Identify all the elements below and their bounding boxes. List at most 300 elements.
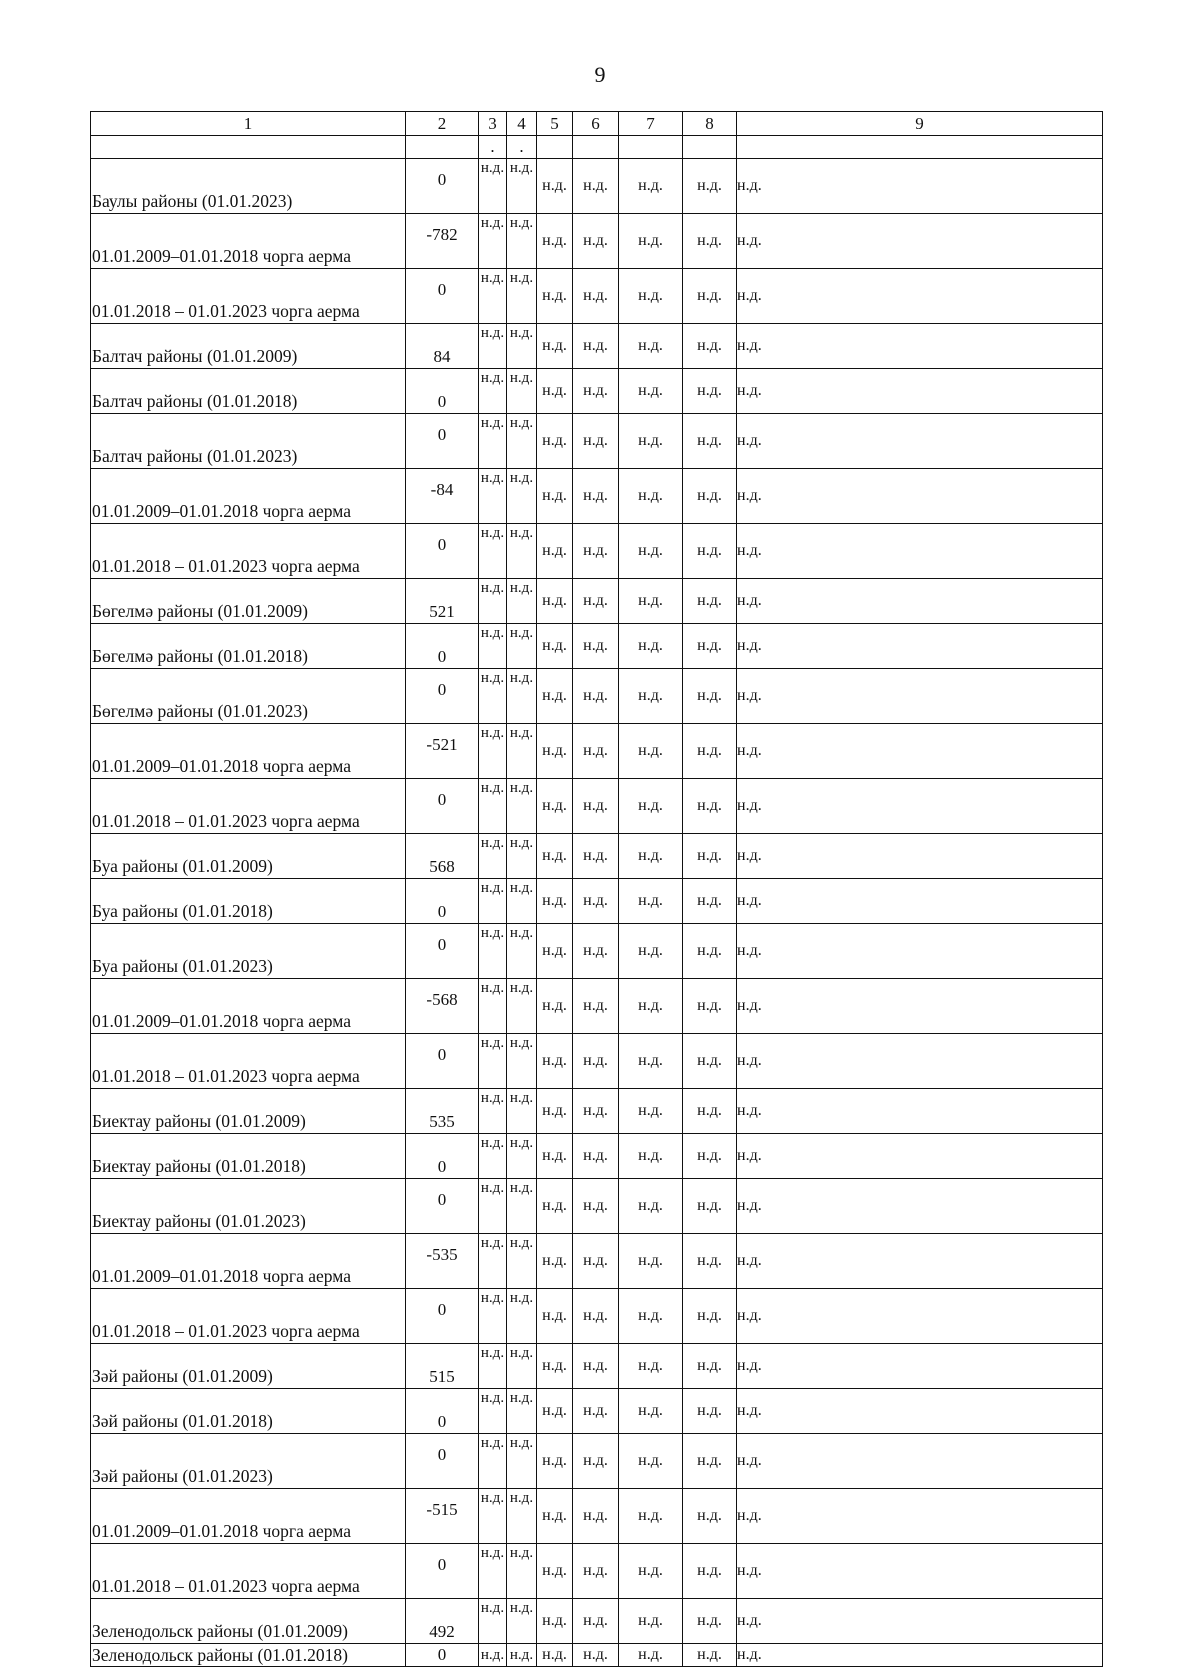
nd-cell bbox=[537, 414, 573, 469]
nd-cell-wide bbox=[737, 1179, 1103, 1234]
nd-cell-narrow bbox=[507, 1289, 537, 1344]
nd-cell-text: н.д. bbox=[638, 232, 663, 249]
nd-text: н.д. bbox=[480, 525, 505, 541]
nd-cell-wide bbox=[737, 159, 1103, 214]
nd-cell-narrow bbox=[479, 834, 507, 879]
nd-cell-text: н.д. bbox=[583, 1102, 608, 1119]
row-label-text: Биектау районы (01.01.2018) bbox=[92, 1156, 306, 1176]
row-value bbox=[406, 669, 479, 724]
row-label bbox=[91, 579, 406, 624]
table-row bbox=[91, 669, 1103, 724]
nd-cell bbox=[537, 214, 573, 269]
nd-cell-text: н.д. bbox=[583, 637, 608, 654]
nd-cell bbox=[683, 1544, 737, 1599]
nd-cell bbox=[573, 524, 619, 579]
nd-cell bbox=[573, 414, 619, 469]
nd-cell-text: н.д. bbox=[697, 847, 722, 864]
nd-cell-wide-text: н.д. bbox=[737, 542, 762, 559]
row-label bbox=[91, 1599, 406, 1644]
nd-cell-wide-text: н.д. bbox=[737, 487, 762, 504]
nd-cell bbox=[683, 724, 737, 779]
nd-cell-wide-text: н.д. bbox=[737, 1147, 762, 1164]
nd-cell bbox=[573, 669, 619, 724]
column-header: 6 bbox=[573, 112, 619, 136]
nd-cell-text: н.д. bbox=[697, 797, 722, 814]
nd-text: н.д. bbox=[509, 780, 534, 796]
nd-cell-text: н.д. bbox=[542, 1307, 567, 1324]
nd-cell-text: н.д. bbox=[638, 797, 663, 814]
nd-cell-wide bbox=[737, 1289, 1103, 1344]
nd-cell-text: н.д. bbox=[583, 1646, 608, 1663]
table-row bbox=[91, 834, 1103, 879]
nd-cell bbox=[619, 324, 683, 369]
nd-cell-narrow bbox=[479, 669, 507, 724]
nd-cell-wide-text: н.д. bbox=[737, 997, 762, 1014]
nd-cell-narrow bbox=[507, 1544, 537, 1599]
nd-cell-text: н.д. bbox=[697, 1052, 722, 1069]
table-row bbox=[91, 624, 1103, 669]
nd-cell-text: н.д. bbox=[583, 287, 608, 304]
nd-cell-narrow bbox=[479, 1599, 507, 1644]
row-value-text: -84 bbox=[430, 480, 454, 499]
nd-cell-text: н.д. bbox=[542, 1357, 567, 1374]
nd-cell-text: н.д. bbox=[697, 382, 722, 399]
nd-cell-text: н.д. bbox=[542, 432, 567, 449]
nd-cell bbox=[683, 214, 737, 269]
row-value bbox=[406, 624, 479, 669]
nd-cell-narrow bbox=[507, 269, 537, 324]
nd-cell-narrow bbox=[507, 1234, 537, 1289]
nd-cell-text: н.д. bbox=[542, 742, 567, 759]
row-value-text: 0 bbox=[437, 1157, 447, 1176]
nd-cell-text: н.д. bbox=[697, 1507, 722, 1524]
nd-cell-narrow bbox=[479, 1344, 507, 1389]
nd-cell-text: н.д. bbox=[542, 337, 567, 354]
row-value-text: -782 bbox=[426, 225, 458, 244]
nd-cell-narrow bbox=[479, 924, 507, 979]
nd-cell bbox=[683, 1489, 737, 1544]
row-value-text: 0 bbox=[437, 1300, 447, 1319]
column-header: 4 bbox=[507, 112, 537, 136]
table-row bbox=[91, 324, 1103, 369]
nd-cell-wide bbox=[737, 579, 1103, 624]
nd-cell-wide bbox=[737, 1234, 1103, 1289]
nd-cell-narrow bbox=[507, 1644, 537, 1667]
nd-cell bbox=[573, 779, 619, 834]
nd-cell bbox=[619, 469, 683, 524]
nd-cell-text: н.д. bbox=[583, 487, 608, 504]
nd-cell-text: н.д. bbox=[638, 1612, 663, 1629]
nd-cell bbox=[683, 1344, 737, 1389]
nd-cell-text: н.д. bbox=[697, 542, 722, 559]
row-label bbox=[91, 669, 406, 724]
nd-cell bbox=[537, 834, 573, 879]
nd-cell bbox=[619, 214, 683, 269]
nd-cell bbox=[683, 1289, 737, 1344]
table-row bbox=[91, 369, 1103, 414]
nd-cell bbox=[683, 879, 737, 924]
nd-cell bbox=[619, 624, 683, 669]
nd-cell-text: н.д. bbox=[697, 942, 722, 959]
nd-cell-wide-text: н.д. bbox=[737, 177, 762, 194]
nd-text: н.д. bbox=[480, 1180, 505, 1196]
nd-cell bbox=[683, 779, 737, 834]
nd-cell-wide-text: н.д. bbox=[737, 687, 762, 704]
nd-cell bbox=[619, 924, 683, 979]
row-label-text: Буа районы (01.01.2023) bbox=[92, 956, 273, 976]
nd-text: н.д. bbox=[509, 370, 534, 386]
nd-cell-text: н.д. bbox=[697, 1612, 722, 1629]
nd-cell-narrow bbox=[479, 369, 507, 414]
nd-cell-text: н.д. bbox=[697, 687, 722, 704]
nd-cell-text: н.д. bbox=[583, 1307, 608, 1324]
table-row bbox=[91, 1544, 1103, 1599]
nd-cell-text: н.д. bbox=[583, 1252, 608, 1269]
table-row bbox=[91, 724, 1103, 779]
nd-cell bbox=[683, 1644, 737, 1667]
nd-cell bbox=[619, 724, 683, 779]
nd-cell-text: н.д. bbox=[638, 382, 663, 399]
nd-cell-text: н.д. bbox=[638, 1052, 663, 1069]
nd-cell bbox=[619, 1434, 683, 1489]
row-label-text: Бөгелмә районы (01.01.2023) bbox=[92, 701, 308, 721]
nd-cell-text: н.д. bbox=[583, 997, 608, 1014]
nd-cell bbox=[573, 1389, 619, 1434]
table-row bbox=[91, 1434, 1103, 1489]
nd-cell-wide-text: н.д. bbox=[737, 942, 762, 959]
nd-cell-text: н.д. bbox=[542, 847, 567, 864]
nd-cell-narrow bbox=[479, 269, 507, 324]
nd-cell bbox=[573, 269, 619, 324]
row-value-text: 0 bbox=[437, 425, 447, 444]
row-value bbox=[406, 779, 479, 834]
nd-cell-text: н.д. bbox=[542, 287, 567, 304]
row-label-text: Зеленодольск районы (01.01.2009) bbox=[92, 1621, 348, 1641]
nd-cell-wide bbox=[737, 214, 1103, 269]
row-value bbox=[406, 324, 479, 369]
row-label-text: Бөгелмә районы (01.01.2009) bbox=[92, 601, 308, 621]
nd-text: н.д. bbox=[509, 835, 534, 851]
nd-cell-text: н.д. bbox=[542, 1052, 567, 1069]
table-row bbox=[91, 1179, 1103, 1234]
row-label bbox=[91, 369, 406, 414]
nd-cell-wide bbox=[737, 1434, 1103, 1489]
nd-cell-text: н.д. bbox=[583, 337, 608, 354]
nd-cell bbox=[619, 1289, 683, 1344]
table-row bbox=[91, 579, 1103, 624]
row-label-text: Буа районы (01.01.2009) bbox=[92, 856, 273, 876]
row-label-text: Балтач районы (01.01.2009) bbox=[92, 346, 298, 366]
nd-cell-narrow bbox=[479, 879, 507, 924]
row-value-text: 0 bbox=[437, 790, 447, 809]
nd-cell bbox=[573, 369, 619, 414]
nd-cell bbox=[537, 624, 573, 669]
row-value bbox=[406, 1134, 479, 1179]
nd-cell bbox=[619, 1389, 683, 1434]
nd-text: н.д. bbox=[509, 415, 534, 431]
nd-cell-wide bbox=[737, 924, 1103, 979]
nd-cell-wide bbox=[737, 669, 1103, 724]
nd-cell-text: н.д. bbox=[583, 232, 608, 249]
nd-cell-wide bbox=[737, 779, 1103, 834]
row-value-text: 0 bbox=[437, 680, 447, 699]
nd-cell bbox=[573, 1544, 619, 1599]
nd-text: н.д. bbox=[509, 725, 534, 741]
nd-cell bbox=[573, 979, 619, 1034]
row-label-text: 01.01.2018 – 01.01.2023 чорга аерма bbox=[92, 811, 360, 831]
nd-cell-wide-text: н.д. bbox=[737, 637, 762, 654]
nd-cell-text: н.д. bbox=[583, 382, 608, 399]
nd-cell-text: н.д. bbox=[542, 1507, 567, 1524]
nd-cell bbox=[683, 369, 737, 414]
nd-text: н.д. bbox=[480, 1390, 505, 1406]
row-label bbox=[91, 1234, 406, 1289]
row-value bbox=[406, 414, 479, 469]
nd-text: н.д. bbox=[509, 160, 534, 176]
row-value bbox=[406, 579, 479, 624]
nd-cell bbox=[683, 979, 737, 1034]
nd-cell-narrow bbox=[479, 524, 507, 579]
nd-cell-text: н.д. bbox=[638, 1147, 663, 1164]
nd-cell-narrow bbox=[507, 1344, 537, 1389]
nd-cell bbox=[537, 1034, 573, 1089]
nd-cell-narrow bbox=[479, 624, 507, 669]
nd-cell-text: н.д. bbox=[542, 687, 567, 704]
nd-cell bbox=[573, 1489, 619, 1544]
page-number: 9 bbox=[594, 62, 606, 87]
table-row bbox=[91, 924, 1103, 979]
nd-cell-text: н.д. bbox=[697, 1562, 722, 1579]
nd-cell-text: н.д. bbox=[542, 797, 567, 814]
nd-cell bbox=[683, 1089, 737, 1134]
nd-cell bbox=[573, 1644, 619, 1667]
nd-cell bbox=[573, 159, 619, 214]
nd-cell bbox=[619, 979, 683, 1034]
nd-cell-text: н.д. bbox=[542, 1562, 567, 1579]
nd-text: н.д. bbox=[480, 1490, 505, 1506]
nd-text: н.д. bbox=[480, 1545, 505, 1561]
row-value bbox=[406, 834, 479, 879]
row-label bbox=[91, 834, 406, 879]
table-row bbox=[91, 1389, 1103, 1434]
nd-text: н.д. bbox=[480, 835, 505, 851]
nd-cell-text: н.д. bbox=[638, 847, 663, 864]
nd-cell-text: н.д. bbox=[638, 637, 663, 654]
nd-cell-narrow bbox=[479, 1434, 507, 1489]
column-header: 9 bbox=[737, 112, 1103, 136]
nd-cell-narrow bbox=[507, 1489, 537, 1544]
nd-cell-wide-text: н.д. bbox=[737, 892, 762, 909]
nd-cell-text: н.д. bbox=[638, 997, 663, 1014]
nd-cell-narrow bbox=[479, 469, 507, 524]
nd-cell-text: н.д. bbox=[638, 742, 663, 759]
nd-cell-narrow bbox=[507, 524, 537, 579]
nd-cell-wide-text: н.д. bbox=[737, 1052, 762, 1069]
nd-text: н.д. bbox=[509, 470, 534, 486]
nd-cell-text: н.д. bbox=[542, 892, 567, 909]
nd-cell-text: н.д. bbox=[697, 1402, 722, 1419]
nd-cell-narrow bbox=[479, 214, 507, 269]
nd-cell bbox=[619, 834, 683, 879]
nd-cell-text: н.д. bbox=[542, 997, 567, 1014]
nd-cell bbox=[537, 1489, 573, 1544]
table-row bbox=[91, 1289, 1103, 1344]
nd-cell-text: н.д. bbox=[583, 1052, 608, 1069]
row-value bbox=[406, 879, 479, 924]
nd-cell-narrow bbox=[507, 159, 537, 214]
row-label bbox=[91, 1179, 406, 1234]
column-header: 3 bbox=[479, 112, 507, 136]
nd-cell bbox=[683, 1034, 737, 1089]
nd-text: н.д. bbox=[509, 1390, 534, 1406]
nd-cell-text: н.д. bbox=[697, 232, 722, 249]
nd-text: н.д. bbox=[480, 625, 505, 641]
nd-cell-narrow bbox=[479, 1089, 507, 1134]
nd-cell bbox=[537, 979, 573, 1034]
nd-cell-narrow bbox=[507, 1599, 537, 1644]
nd-cell bbox=[573, 1289, 619, 1344]
row-value-text: 0 bbox=[437, 535, 447, 554]
nd-cell-wide-text: н.д. bbox=[737, 287, 762, 304]
nd-cell bbox=[573, 924, 619, 979]
nd-cell bbox=[537, 1234, 573, 1289]
nd-cell-wide-text: н.д. bbox=[737, 232, 762, 249]
nd-cell-narrow bbox=[507, 879, 537, 924]
nd-cell-text: н.д. bbox=[697, 742, 722, 759]
row-value bbox=[406, 269, 479, 324]
nd-cell-narrow bbox=[507, 414, 537, 469]
nd-text: н.д. bbox=[509, 1035, 534, 1051]
nd-text: н.д. bbox=[480, 370, 505, 386]
nd-cell-narrow bbox=[507, 579, 537, 624]
nd-cell-narrow bbox=[507, 979, 537, 1034]
nd-cell-wide bbox=[737, 879, 1103, 924]
nd-cell bbox=[619, 1134, 683, 1179]
nd-text: н.д. bbox=[509, 580, 534, 596]
row-value bbox=[406, 1179, 479, 1234]
nd-cell bbox=[683, 524, 737, 579]
nd-cell-text: н.д. bbox=[638, 1252, 663, 1269]
row-label-text: 01.01.2018 – 01.01.2023 чорга аерма bbox=[92, 556, 360, 576]
nd-cell bbox=[537, 469, 573, 524]
table-row bbox=[91, 979, 1103, 1034]
nd-cell bbox=[573, 469, 619, 524]
nd-cell-wide-text: н.д. bbox=[737, 1252, 762, 1269]
row-label bbox=[91, 214, 406, 269]
row-label bbox=[91, 979, 406, 1034]
nd-cell-narrow bbox=[507, 669, 537, 724]
nd-cell-text: н.д. bbox=[697, 177, 722, 194]
nd-cell-text: н.д. bbox=[638, 1197, 663, 1214]
row-label bbox=[91, 1389, 406, 1434]
nd-cell-narrow bbox=[479, 724, 507, 779]
nd-cell bbox=[683, 1134, 737, 1179]
nd-cell-text: н.д. bbox=[697, 432, 722, 449]
row-label bbox=[91, 1134, 406, 1179]
row-label bbox=[91, 1289, 406, 1344]
nd-cell-wide-text: н.д. bbox=[737, 382, 762, 399]
nd-text: н.д. bbox=[509, 215, 534, 231]
nd-cell-text: н.д. bbox=[697, 1307, 722, 1324]
nd-cell-text: н.д. bbox=[583, 847, 608, 864]
table-row bbox=[91, 214, 1103, 269]
nd-cell bbox=[683, 669, 737, 724]
row-value-text: 0 bbox=[437, 170, 447, 189]
nd-cell bbox=[537, 1434, 573, 1489]
nd-cell bbox=[683, 1599, 737, 1644]
nd-cell-text: н.д. bbox=[638, 592, 663, 609]
nd-text: н.д. bbox=[509, 1135, 534, 1151]
nd-cell bbox=[537, 1134, 573, 1179]
nd-text: н.д. bbox=[480, 1435, 505, 1451]
nd-cell-text: н.д. bbox=[583, 742, 608, 759]
row-label-text: 01.01.2009–01.01.2018 чорга аерма bbox=[92, 1521, 351, 1541]
nd-cell-narrow bbox=[479, 779, 507, 834]
row-value-text: 0 bbox=[437, 935, 447, 954]
nd-cell-narrow bbox=[479, 1179, 507, 1234]
table-row bbox=[91, 1034, 1103, 1089]
row-value-text: 0 bbox=[437, 1555, 447, 1574]
row-value bbox=[406, 1034, 479, 1089]
row-value-text: 0 bbox=[437, 1412, 447, 1431]
nd-cell bbox=[619, 1034, 683, 1089]
nd-cell bbox=[619, 1344, 683, 1389]
row-value bbox=[406, 724, 479, 779]
row-label bbox=[91, 469, 406, 524]
nd-cell-text: н.д. bbox=[638, 542, 663, 559]
row-label-text: Зәй районы (01.01.2023) bbox=[92, 1466, 273, 1486]
nd-text: н.д. bbox=[509, 625, 534, 641]
row-value-text: 0 bbox=[437, 280, 447, 299]
row-label-text: 01.01.2009–01.01.2018 чорга аерма bbox=[92, 1266, 351, 1286]
nd-text: н.д. bbox=[480, 1035, 505, 1051]
row-label-text: Зәй районы (01.01.2009) bbox=[92, 1366, 273, 1386]
table-row bbox=[91, 1234, 1103, 1289]
nd-cell-wide-text: н.д. bbox=[737, 1646, 762, 1663]
nd-cell bbox=[683, 1234, 737, 1289]
nd-cell-text: н.д. bbox=[638, 687, 663, 704]
dot-mark: . bbox=[479, 136, 507, 159]
nd-text: н.д. bbox=[480, 1290, 505, 1306]
row-label-text: 01.01.2018 – 01.01.2023 чорга аерма bbox=[92, 1576, 360, 1596]
nd-cell-text: н.д. bbox=[542, 1102, 567, 1119]
nd-cell-narrow bbox=[479, 414, 507, 469]
nd-text: н.д. bbox=[480, 160, 505, 176]
nd-cell-narrow bbox=[507, 1089, 537, 1134]
nd-cell bbox=[573, 579, 619, 624]
nd-cell-text: н.д. bbox=[583, 1197, 608, 1214]
nd-cell bbox=[619, 579, 683, 624]
nd-text: н.д. bbox=[480, 580, 505, 596]
nd-text: н.д. bbox=[509, 1090, 534, 1106]
row-value-text: 568 bbox=[429, 857, 455, 876]
nd-cell bbox=[573, 1344, 619, 1389]
nd-cell-text: н.д. bbox=[638, 177, 663, 194]
nd-cell bbox=[537, 269, 573, 324]
row-value-text: 0 bbox=[437, 647, 447, 666]
row-value bbox=[406, 1644, 479, 1667]
nd-cell-text: н.д. bbox=[638, 1402, 663, 1419]
row-value-text: 521 bbox=[429, 602, 455, 621]
nd-cell-text: н.д. bbox=[542, 1402, 567, 1419]
nd-cell-wide-text: н.д. bbox=[737, 592, 762, 609]
nd-cell bbox=[683, 1434, 737, 1489]
row-label bbox=[91, 1644, 406, 1667]
nd-cell-wide bbox=[737, 979, 1103, 1034]
nd-text: н.д. bbox=[509, 1180, 534, 1196]
nd-cell-wide bbox=[737, 624, 1103, 669]
nd-cell bbox=[573, 1434, 619, 1489]
